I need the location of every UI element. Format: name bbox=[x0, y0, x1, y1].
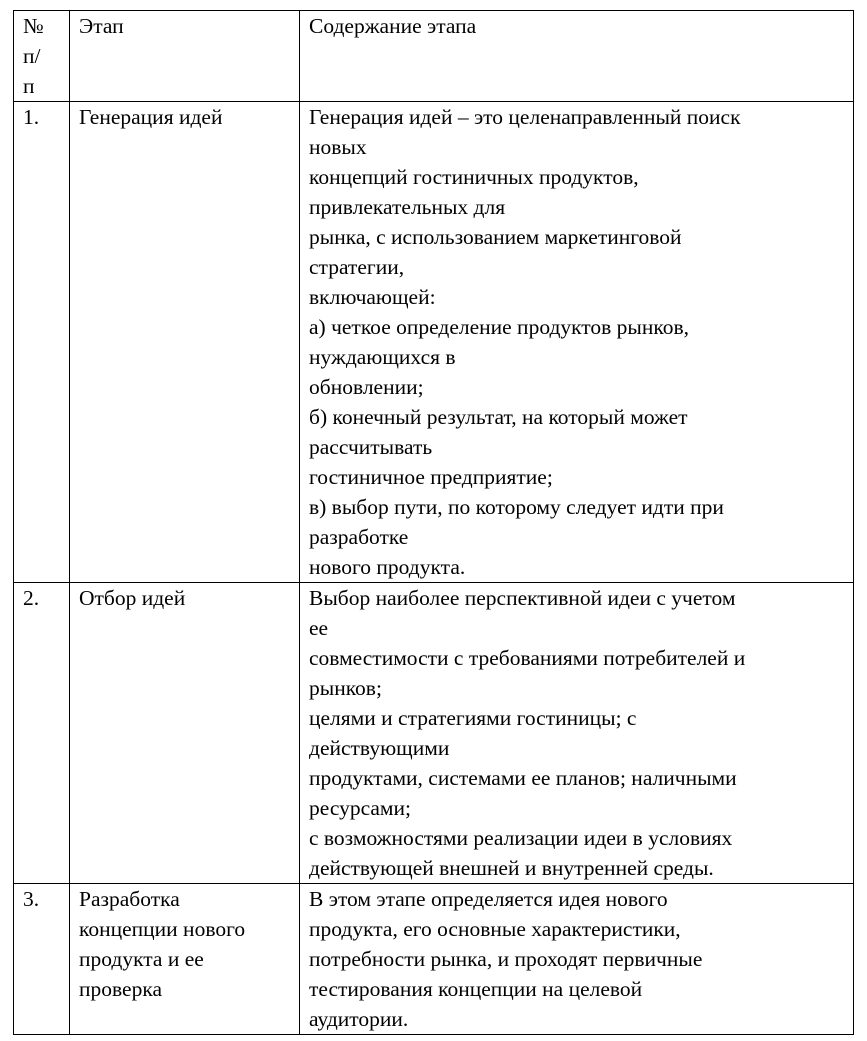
stage-line: концепции нового bbox=[79, 917, 246, 941]
row-content bbox=[300, 583, 854, 884]
table-header-row bbox=[14, 11, 854, 102]
stages-table bbox=[13, 10, 854, 1035]
content-line: В этом этапе определяется идея нового bbox=[309, 887, 668, 911]
content-line: Генерация идей – это целенаправленный поиск bbox=[309, 105, 741, 129]
table-row bbox=[14, 102, 854, 583]
stage-line: Разработка bbox=[79, 887, 180, 911]
content-line: рынка, с использованием маркетинговой bbox=[309, 225, 682, 249]
content-line: рынков; bbox=[309, 676, 382, 700]
stage-line: проверка bbox=[79, 977, 162, 1001]
content-line: ресурсами; bbox=[309, 796, 412, 820]
row-stage bbox=[70, 102, 300, 583]
content-line: действующей внешней и внутренней среды. bbox=[309, 856, 714, 880]
content-line: целями и стратегиями гостиницы; с bbox=[309, 706, 637, 730]
header-content: Содержание этапа bbox=[300, 11, 854, 102]
table-row bbox=[14, 884, 854, 1035]
content-line: б) конечный результат, на который может bbox=[309, 405, 688, 429]
content-line: в) выбор пути, по которому следует идти при bbox=[309, 495, 724, 519]
row-number: 1. bbox=[14, 102, 70, 583]
stage-line: Генерация идей bbox=[79, 105, 223, 129]
content-line: действующими bbox=[309, 736, 450, 760]
table-row bbox=[14, 583, 854, 884]
stage-line: продукта и ее bbox=[79, 947, 204, 971]
content-line: новых bbox=[309, 135, 367, 159]
row-content bbox=[300, 884, 854, 1035]
content-line: гостиничное предприятие; bbox=[309, 465, 553, 489]
content-line: совместимости с требованиями потребителей и bbox=[309, 646, 746, 670]
header-number bbox=[14, 11, 70, 102]
row-stage bbox=[70, 583, 300, 884]
header-number-line: № bbox=[23, 14, 44, 38]
header-number-line: п bbox=[23, 74, 35, 98]
row-number: 3. bbox=[14, 884, 70, 1035]
stage-line: Отбор идей bbox=[79, 586, 186, 610]
content-line: с возможностями реализации идеи в условиях bbox=[309, 826, 733, 850]
content-line: включающей: bbox=[309, 285, 436, 309]
content-line: Выбор наиболее перспективной идеи с учетом bbox=[309, 586, 736, 610]
content-line: продуктами, системами ее планов; наличными bbox=[309, 766, 737, 790]
content-line: ее bbox=[309, 616, 329, 640]
content-line: рассчитывать bbox=[309, 435, 433, 459]
content-line: продукта, его основные характеристики, bbox=[309, 917, 681, 941]
content-line: тестирования концепции на целевой bbox=[309, 977, 643, 1001]
row-number: 2. bbox=[14, 583, 70, 884]
content-line: разработке bbox=[309, 525, 409, 549]
header-number-line: п/ bbox=[23, 44, 41, 68]
content-line: привлекательных для bbox=[309, 195, 506, 219]
row-content bbox=[300, 102, 854, 583]
content-line: обновлении; bbox=[309, 375, 424, 399]
row-stage bbox=[70, 884, 300, 1035]
content-line: аудитории. bbox=[309, 1007, 409, 1031]
content-line: а) четкое определение продуктов рынков, bbox=[309, 315, 690, 339]
content-line: потребности рынка, и проходят первичные bbox=[309, 947, 703, 971]
content-line: нуждающихся в bbox=[309, 345, 456, 369]
header-stage: Этап bbox=[70, 11, 300, 102]
content-line: концепций гостиничных продуктов, bbox=[309, 165, 639, 189]
content-line: нового продукта. bbox=[309, 555, 466, 579]
content-line: стратегии, bbox=[309, 255, 405, 279]
